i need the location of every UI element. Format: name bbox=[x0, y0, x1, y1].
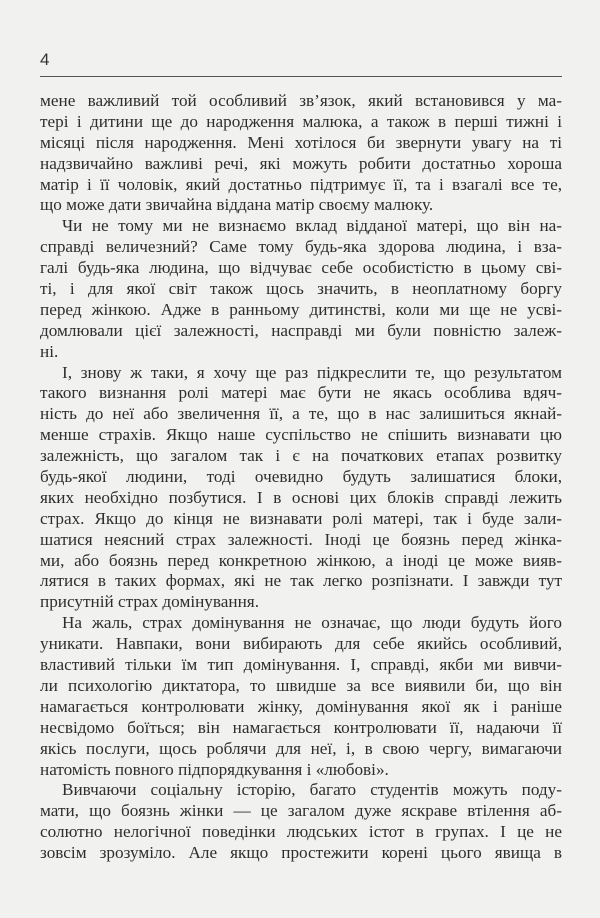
text-line: яких необхідно позбутися. І в основі цих блоків справді лежить bbox=[40, 487, 562, 507]
text-line: ті, і для якої світ також щось значить, в неоплатному боргу bbox=[40, 279, 562, 299]
text-line: ми, або боязнь перед конкретною жінкою, а іноді це може вияв- bbox=[40, 550, 562, 570]
text-line: ли психологію диктатора, то швидше за все виявили би, що він bbox=[40, 675, 562, 695]
text-line: намагається контролювати жінку, домінування якої як і раніше bbox=[40, 696, 562, 716]
text-line: мати, що боязнь жінки — це загалом дуже яскраве втілення аб- bbox=[40, 801, 562, 821]
text-line: шатися неясний страх залежності. Іноді це боязнь перед жінка- bbox=[40, 529, 562, 549]
text-line: такого визнання ролі матері має бути не якась особлива вдяч- bbox=[40, 383, 562, 403]
text-line: якісь послуги, щось роблячи для неї, і, в свою чергу, вимагаючи bbox=[40, 738, 562, 758]
paragraph bbox=[40, 91, 562, 216]
text-line: менше страхів. Якщо наше суспільство не спішить визнавати цю bbox=[40, 425, 562, 445]
text-line: галі будь-яка людина, що відчуває себе особистістю в цьому сві- bbox=[40, 258, 562, 278]
paragraph bbox=[40, 613, 562, 780]
text-line: Вивчаючи соціальну історію, багато студентів можуть поду- bbox=[62, 780, 562, 800]
text-line: що може дати звичайна віддана матір своєму малюку. bbox=[40, 195, 434, 215]
text-line: тері і дитини ще до народження малюка, а також в перші тижні і bbox=[40, 111, 562, 131]
text-line: На жаль, страх домінування не означає, що люди будуть його bbox=[62, 613, 562, 633]
text-line: залежність, що загалом так і є на початкових етапах розвитку bbox=[40, 446, 562, 466]
text-line: справді величезний? Саме тому будь-яка здорова людина, і вза- bbox=[40, 237, 562, 257]
text-line: надзвичайно важливі речі, які можуть робити достатньо хороша bbox=[40, 153, 562, 173]
text-line: мене важливий той особливий зв’язок, який встановився у ма- bbox=[40, 91, 562, 110]
text-line: Чи не тому ми не визнаємо вклад відданої матері, що він на- bbox=[62, 216, 562, 236]
text-line: солютно нелогічної поведінки людських істот в групах. І це не bbox=[40, 822, 562, 842]
text-line: присутній страх домінування. bbox=[40, 592, 259, 612]
text-line: І, знову ж таки, я хочу ще раз підкреслити те, що результатом bbox=[62, 362, 562, 382]
paragraph bbox=[40, 363, 562, 614]
text-line: перед жінкою. Адже в ранньому дитинстві, коли ми ще не усві- bbox=[40, 299, 562, 319]
text-line: несвідомо боїться; він намагається контролювати її, надаючи її bbox=[40, 717, 562, 737]
text-line: зовсім зрозуміло. Але якщо простежити корені цього явища в bbox=[40, 843, 562, 863]
paragraph bbox=[40, 780, 562, 864]
paragraph bbox=[40, 216, 562, 362]
text-line: лятися в таких формах, які не так легко розпізнати. І завжди тут bbox=[40, 571, 562, 591]
text-line: місяці після народження. Мені хотілося би звернути увагу на ті bbox=[40, 132, 562, 152]
text-line: уникати. Навпаки, вони вибирають для себе якийсь особливий, bbox=[40, 634, 562, 654]
text-line: ність до неї або звеличення її, а те, що в нас залишиться якнай- bbox=[40, 404, 562, 424]
text-line: матір і її чоловік, який достатньо підтримує її, та і взагалі все те, bbox=[40, 174, 562, 194]
text-line: страх. Якщо до кінця не визнавати ролі матері, так і буде зали- bbox=[40, 508, 562, 528]
text-line: властивий тільки їм тип домінування. І, справді, якби ми вивчи- bbox=[40, 655, 562, 675]
text-line: натомість повного підпорядкування і «любові». bbox=[40, 759, 389, 779]
text-line: ні. bbox=[40, 341, 59, 361]
text-line: домлювали цієї залежності, насправді ми були повністю залеж- bbox=[40, 320, 562, 340]
text-line: будь-якої людини, тоді очевидно будуть залишатися блоки, bbox=[40, 467, 562, 487]
body-text bbox=[40, 91, 562, 864]
header-rule bbox=[40, 76, 562, 77]
page-number: 4 bbox=[40, 50, 50, 69]
